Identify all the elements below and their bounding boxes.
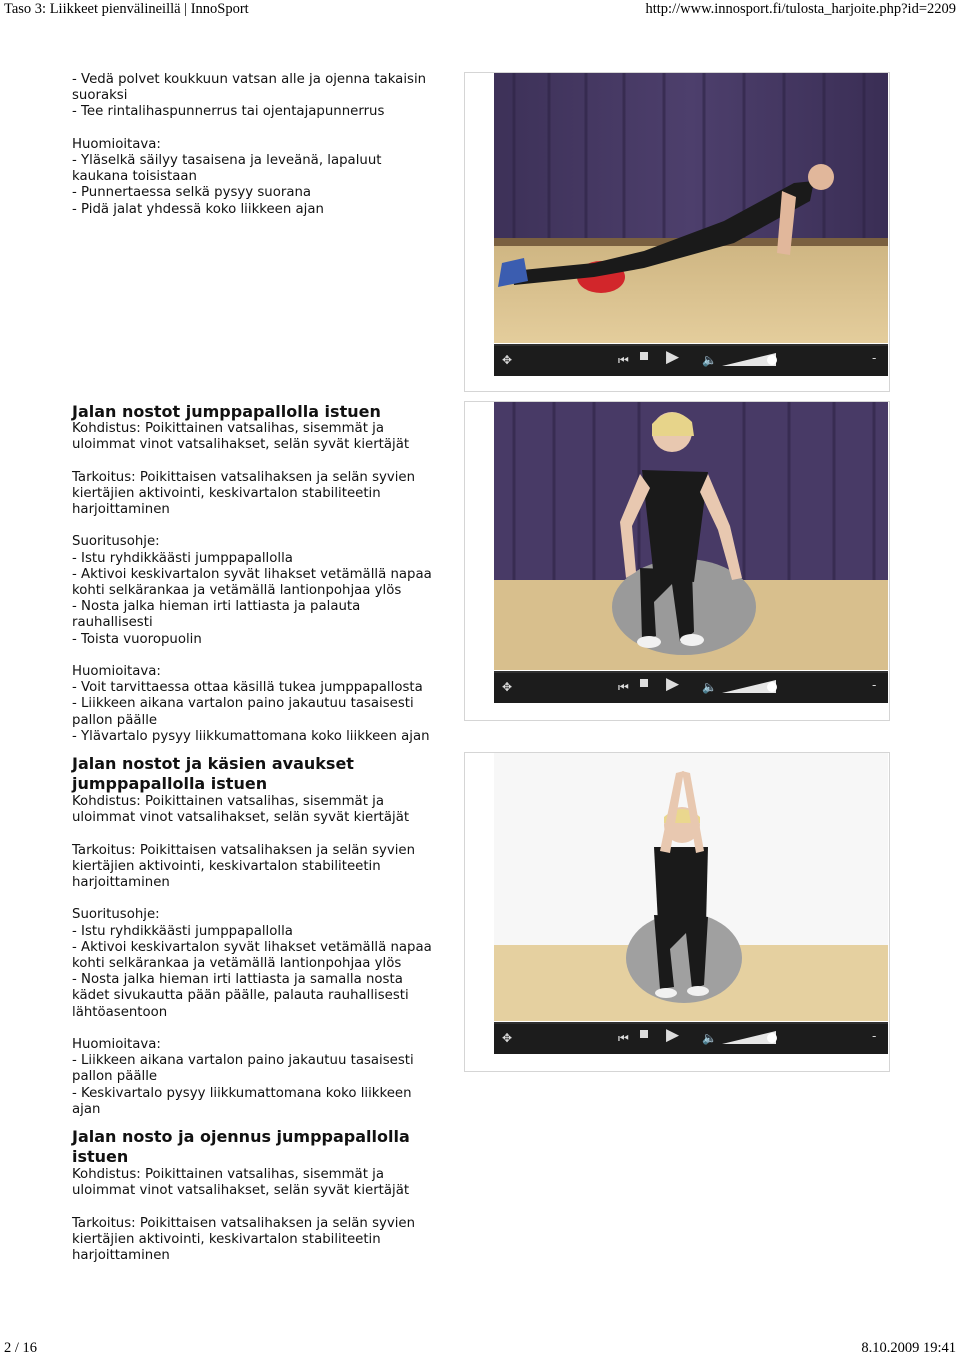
video-controls-2 xyxy=(494,671,888,703)
video-frame-2[interactable] xyxy=(494,402,888,670)
video-player-1 xyxy=(464,72,890,392)
page-url: http://www.innosport.fi/tulosta_harjoite.php?id=2209 xyxy=(645,1,956,17)
volume-slider-icon[interactable] xyxy=(722,351,778,367)
play-icon[interactable]: ▶ xyxy=(666,674,680,694)
exercise-2-body: Kohdistus: Poikittainen vatsalihas, sisemmät ja uloimmat vinot vatsalihakset, selän syvät kiertäjät Tarkoitus: Poikittaisen vatsalihaksen ja selän syvien kiertäjien aktivointi, keskivartalon stabiliteetin harjoittaminen Suoritusohje: - Istu ryhdikkäästi jumppapallolla - Aktivoi keskivartalon syvät lihakset vetämällä napaa kohti selkärankaa ja vetämällä lantionpohjaa ylös - Nosta jalka hieman irti lattiasta ja samalla nosta kädet sivukautta pään päälle, palauta rauhallisesti lähtöasentoon Huomioitava: - Liikkeen aikana vartalon paino jakautuu tasaisesti pallon päälle - Keskivartalo pysyy liikkumattomana koko liikkeen ajan xyxy=(72,794,432,1117)
exercise-1-body: Kohdistus: Poikittainen vatsalihas, sisemmät ja uloimmat vinot vatsalihakset, selän syvät kiertäjät Tarkoitus: Poikittaisen vatsalihaksen ja selän syvien kiertäjien aktivointi, keskivartalon stabiliteetin harjoittaminen Suoritusohje: - Istu ryhdikkäästi jumppapallolla - Aktivoi keskivartalon syvät lihakset vetämällä napaa kohti selkärankaa ja vetämällä lantionpohjaa ylös - Nosta jalka hieman irti lattiasta ja palauta rauhallisesti - Toista vuoropuolin Huomioitava: - Voit tarvittaessa ottaa käsillä tukea jumppapallosta - Liikkeen aikana vartalon paino jakautuu tasaisesti pallon päälle - Ylävartalo pysyy liikkumattomana koko liikkeen ajan xyxy=(72,421,432,744)
skip-back-icon[interactable]: ⏮ xyxy=(618,1031,629,1045)
exercise-continuation-text: - Vedä polvet koukkuun vatsan alle ja ojenna takaisin suoraksi - Tee rintalihaspunnerrus tai ojentajapunnerrus Huomioitava: - Yläselkä säilyy tasaisena ja leveänä, lapaluut kaukana toisistaan - Punnertaessa selkä pysyy suorana - Pidä jalat yhdessä koko liikkeen ajan xyxy=(72,72,427,217)
skip-back-icon[interactable]: ⏮ xyxy=(618,680,629,694)
video-player-2 xyxy=(464,401,890,721)
stop-icon[interactable] xyxy=(640,1030,648,1038)
exercise-2-title: Jalan nostot ja käsien avaukset jumppapallolla istuen xyxy=(72,754,354,793)
video-still-arms-raised xyxy=(494,753,888,1021)
speaker-icon[interactable]: 🔈 xyxy=(702,680,717,694)
exercise-3-title: Jalan nosto ja ojennus jumppapallolla istuen xyxy=(72,1127,410,1166)
stop-icon[interactable] xyxy=(640,679,648,687)
volume-slider-icon[interactable] xyxy=(722,678,778,694)
video-still-seated-ball xyxy=(494,402,888,670)
dash-icon[interactable]: - xyxy=(872,1029,877,1043)
video-frame-1[interactable] xyxy=(494,73,888,343)
print-datetime: 8.10.2009 19:41 xyxy=(861,1340,956,1356)
move-arrows-icon[interactable]: ✥ xyxy=(502,353,513,367)
video-frame-3[interactable] xyxy=(494,753,888,1021)
volume-slider-icon[interactable] xyxy=(722,1029,778,1045)
stop-icon[interactable] xyxy=(640,352,648,360)
video-player-3 xyxy=(464,752,890,1072)
video-still-pushup xyxy=(494,73,888,343)
page-title: Taso 3: Liikkeet pienvälineillä | InnoSport xyxy=(4,1,249,17)
play-icon[interactable]: ▶ xyxy=(666,1025,680,1045)
video-controls-3 xyxy=(494,1022,888,1054)
skip-back-icon[interactable]: ⏮ xyxy=(618,353,629,367)
page-number: 2 / 16 xyxy=(4,1340,38,1356)
move-arrows-icon[interactable]: ✥ xyxy=(502,680,513,694)
exercise-1-title: Jalan nostot jumppapallolla istuen xyxy=(72,402,381,421)
print-footer xyxy=(4,1340,956,1358)
move-arrows-icon[interactable]: ✥ xyxy=(502,1031,513,1045)
play-icon[interactable]: ▶ xyxy=(666,347,680,367)
print-header xyxy=(4,0,956,20)
speaker-icon[interactable]: 🔈 xyxy=(702,353,717,367)
dash-icon[interactable]: - xyxy=(872,351,877,365)
speaker-icon[interactable]: 🔈 xyxy=(702,1031,717,1045)
exercise-3-body: Kohdistus: Poikittainen vatsalihas, sisemmät ja uloimmat vinot vatsalihakset, selän syvät kiertäjät Tarkoitus: Poikittaisen vatsalihaksen ja selän syvien kiertäjien aktivointi, keskivartalon stabiliteetin harjoittaminen xyxy=(72,1167,416,1264)
dash-icon[interactable]: - xyxy=(872,678,877,692)
video-controls-1 xyxy=(494,344,888,376)
